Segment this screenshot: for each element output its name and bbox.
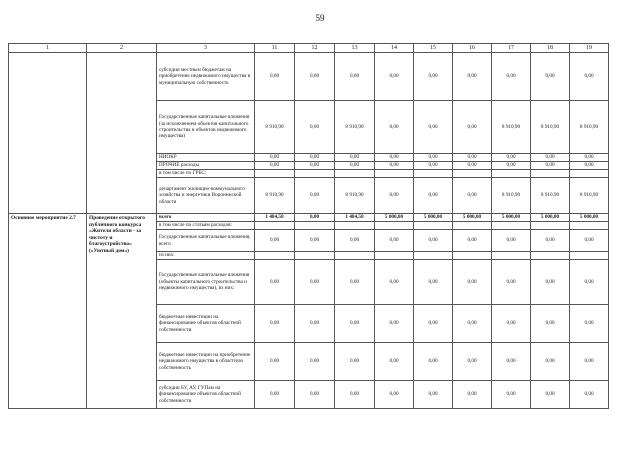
row-label: субсидии местным бюджетам на приобретение недвижимого имущества в муниципальную собственность <box>157 53 255 101</box>
value-cell: 0,00 <box>295 178 335 214</box>
value-cell: 5 000,00 <box>453 214 492 222</box>
column-number-cell: 2 <box>87 44 157 53</box>
value-cell: 0,00 <box>295 154 335 162</box>
value-cell: 0,00 <box>531 230 570 252</box>
value-cell: 0,00 <box>295 260 335 305</box>
value-cell: 0,00 <box>531 154 570 162</box>
column-number-cell: 12 <box>295 44 335 53</box>
value-cell: 0,00 <box>414 381 453 409</box>
row-label: Государственные капитальные вложения (объекты капитального строительства и недвижимого имущества), из них: <box>157 260 255 305</box>
row-label: субсидии БУ, АУ, ГУПам на финансирование объектов областной собственности <box>157 381 255 409</box>
value-cell: 0,00 <box>414 260 453 305</box>
value-cell <box>255 222 295 230</box>
column-number-cell: 1 <box>9 44 87 53</box>
value-cell: 8 910,90 <box>531 101 570 154</box>
value-cell: 0,00 <box>453 154 492 162</box>
value-cell: 0,00 <box>453 53 492 101</box>
value-cell: 8 910,90 <box>255 101 295 154</box>
value-cell: 0,00 <box>414 230 453 252</box>
value-cell: 0,00 <box>492 154 531 162</box>
value-cell: 0,00 <box>295 162 335 170</box>
value-cell: 0,00 <box>414 154 453 162</box>
row-label: из них: <box>157 252 255 260</box>
value-cell: 0,00 <box>531 162 570 170</box>
value-cell: 0,00 <box>414 343 453 381</box>
value-cell: 0,00 <box>295 53 335 101</box>
row-label: в том числе по ГРБС: <box>157 170 255 178</box>
value-cell: 0,00 <box>414 305 453 343</box>
value-cell: 0,00 <box>453 260 492 305</box>
value-cell: 0,00 <box>335 305 375 343</box>
value-cell: 0,00 <box>335 162 375 170</box>
column-number-cell: 3 <box>157 44 255 53</box>
page-number: 59 <box>315 13 325 23</box>
value-cell: 0,00 <box>453 381 492 409</box>
table-body <box>9 44 609 409</box>
value-cell: 0,00 <box>492 381 531 409</box>
value-cell <box>531 222 570 230</box>
value-cell <box>492 170 531 178</box>
value-cell: 0,00 <box>375 305 414 343</box>
value-cell: 0,00 <box>255 162 295 170</box>
value-cell <box>414 170 453 178</box>
budget-table <box>8 43 609 409</box>
column-number-row <box>9 44 609 53</box>
value-cell: 0,00 <box>375 230 414 252</box>
value-cell: 0,00 <box>414 101 453 154</box>
row-label: в том числе по статьям расходов: <box>157 222 255 230</box>
value-cell: 8 910,90 <box>255 178 295 214</box>
value-cell: 0,00 <box>570 230 609 252</box>
value-cell: 0,00 <box>375 53 414 101</box>
value-cell: 0,00 <box>453 101 492 154</box>
value-cell: 0,00 <box>255 343 295 381</box>
table-row <box>9 214 609 222</box>
value-cell: 0,00 <box>492 260 531 305</box>
value-cell: 0,00 <box>492 53 531 101</box>
value-cell: 0,00 <box>295 101 335 154</box>
value-cell: 0,00 <box>414 178 453 214</box>
value-cell: 0,00 <box>453 162 492 170</box>
row-label: ПРОЧИЕ расходы <box>157 162 255 170</box>
value-cell: 0,00 <box>295 214 335 222</box>
value-cell <box>375 170 414 178</box>
value-cell: 0,00 <box>335 230 375 252</box>
row-label: бюджетные инвестиции на приобретение недвижимого имущества в областную собственность <box>157 343 255 381</box>
value-cell: 0,00 <box>255 305 295 343</box>
value-cell <box>375 252 414 260</box>
column-number-cell: 13 <box>335 44 375 53</box>
value-cell: 0,00 <box>531 343 570 381</box>
measure-cell: Основное мероприятие 2.7 <box>9 214 87 409</box>
measure-name-cell: Проведение открытого публичного конкурса «Жители области - за чистоту и благоустройство» («Уютный дом») <box>87 214 157 409</box>
table-row <box>9 53 609 101</box>
value-cell: 5 000,00 <box>570 214 609 222</box>
value-cell: 0,00 <box>375 162 414 170</box>
value-cell: 0,00 <box>570 343 609 381</box>
value-cell: 8 910,90 <box>492 101 531 154</box>
value-cell: 0,00 <box>570 305 609 343</box>
value-cell: 0,00 <box>570 53 609 101</box>
column-number-cell: 17 <box>492 44 531 53</box>
value-cell: 0,00 <box>295 230 335 252</box>
value-cell: 0,00 <box>492 343 531 381</box>
column-number-cell: 16 <box>453 44 492 53</box>
value-cell: 8 910,90 <box>335 101 375 154</box>
value-cell: 0,00 <box>375 343 414 381</box>
value-cell: 0,00 <box>570 154 609 162</box>
row-label: НИОКР <box>157 154 255 162</box>
row-label: всего <box>157 214 255 222</box>
value-cell <box>255 170 295 178</box>
value-cell: 0,00 <box>570 162 609 170</box>
value-cell <box>492 222 531 230</box>
value-cell: 0,00 <box>492 305 531 343</box>
value-cell: 5 000,00 <box>531 214 570 222</box>
value-cell: 0,00 <box>453 305 492 343</box>
value-cell: 0,00 <box>492 230 531 252</box>
value-cell: 0,00 <box>375 101 414 154</box>
value-cell <box>414 222 453 230</box>
value-cell: 0,00 <box>375 381 414 409</box>
value-cell <box>570 222 609 230</box>
value-cell <box>531 170 570 178</box>
value-cell: 0,00 <box>570 381 609 409</box>
value-cell: 0,00 <box>531 260 570 305</box>
value-cell <box>453 170 492 178</box>
value-cell <box>295 222 335 230</box>
value-cell: 0,00 <box>375 154 414 162</box>
value-cell: 0,00 <box>255 260 295 305</box>
value-cell: 0,00 <box>335 260 375 305</box>
value-cell: 0,00 <box>375 260 414 305</box>
value-cell: 0,00 <box>453 343 492 381</box>
value-cell <box>255 252 295 260</box>
row-label: Государственные капитальные вложения, всего <box>157 230 255 252</box>
value-cell: 0,00 <box>295 305 335 343</box>
value-cell <box>453 252 492 260</box>
value-cell <box>570 252 609 260</box>
value-cell <box>335 252 375 260</box>
column-number-cell: 14 <box>375 44 414 53</box>
value-cell: 0,00 <box>453 230 492 252</box>
value-cell: 0,00 <box>492 162 531 170</box>
value-cell: 0,00 <box>531 381 570 409</box>
value-cell: 0,00 <box>255 381 295 409</box>
value-cell: 1 484,50 <box>335 214 375 222</box>
value-cell: 0,00 <box>255 53 295 101</box>
value-cell <box>492 252 531 260</box>
column-number-cell: 19 <box>570 44 609 53</box>
row-label: Государственные капитальные вложения (за исключением объектов капитального строительства и объектов недвижимого имущества) <box>157 101 255 154</box>
measure-name-cell <box>87 53 157 214</box>
value-cell: 0,00 <box>531 305 570 343</box>
value-cell: 5 000,00 <box>492 214 531 222</box>
value-cell: 0,00 <box>335 154 375 162</box>
value-cell <box>295 252 335 260</box>
value-cell: 0,00 <box>414 53 453 101</box>
value-cell: 8 910,90 <box>492 178 531 214</box>
value-cell: 0,00 <box>255 154 295 162</box>
value-cell: 0,00 <box>295 343 335 381</box>
value-cell <box>414 252 453 260</box>
value-cell <box>295 170 335 178</box>
value-cell: 8 910,90 <box>570 178 609 214</box>
value-cell: 0,00 <box>335 381 375 409</box>
row-label: бюджетные инвестиции на финансирование объектов областной собственности <box>157 305 255 343</box>
value-cell: 1 484,50 <box>255 214 295 222</box>
value-cell: 0,00 <box>375 178 414 214</box>
measure-cell <box>9 53 87 214</box>
value-cell <box>531 252 570 260</box>
value-cell: 5 000,00 <box>375 214 414 222</box>
value-cell: 5 000,00 <box>414 214 453 222</box>
value-cell: 0,00 <box>570 260 609 305</box>
value-cell <box>453 222 492 230</box>
value-cell: 8 910,90 <box>531 178 570 214</box>
column-number-cell: 15 <box>414 44 453 53</box>
value-cell: 8 910,90 <box>335 178 375 214</box>
value-cell <box>375 222 414 230</box>
value-cell <box>570 170 609 178</box>
row-label: департамент жилищно-коммунального хозяйства и энергетики Воронежской области <box>157 178 255 214</box>
value-cell <box>335 222 375 230</box>
column-number-cell: 18 <box>531 44 570 53</box>
value-cell: 0,00 <box>531 53 570 101</box>
value-cell: 0,00 <box>453 178 492 214</box>
value-cell: 0,00 <box>255 230 295 252</box>
column-number-cell: 11 <box>255 44 295 53</box>
value-cell: 8 910,90 <box>570 101 609 154</box>
value-cell: 0,00 <box>414 162 453 170</box>
value-cell <box>335 170 375 178</box>
value-cell: 0,00 <box>335 343 375 381</box>
value-cell: 0,00 <box>335 53 375 101</box>
value-cell: 0,00 <box>295 381 335 409</box>
